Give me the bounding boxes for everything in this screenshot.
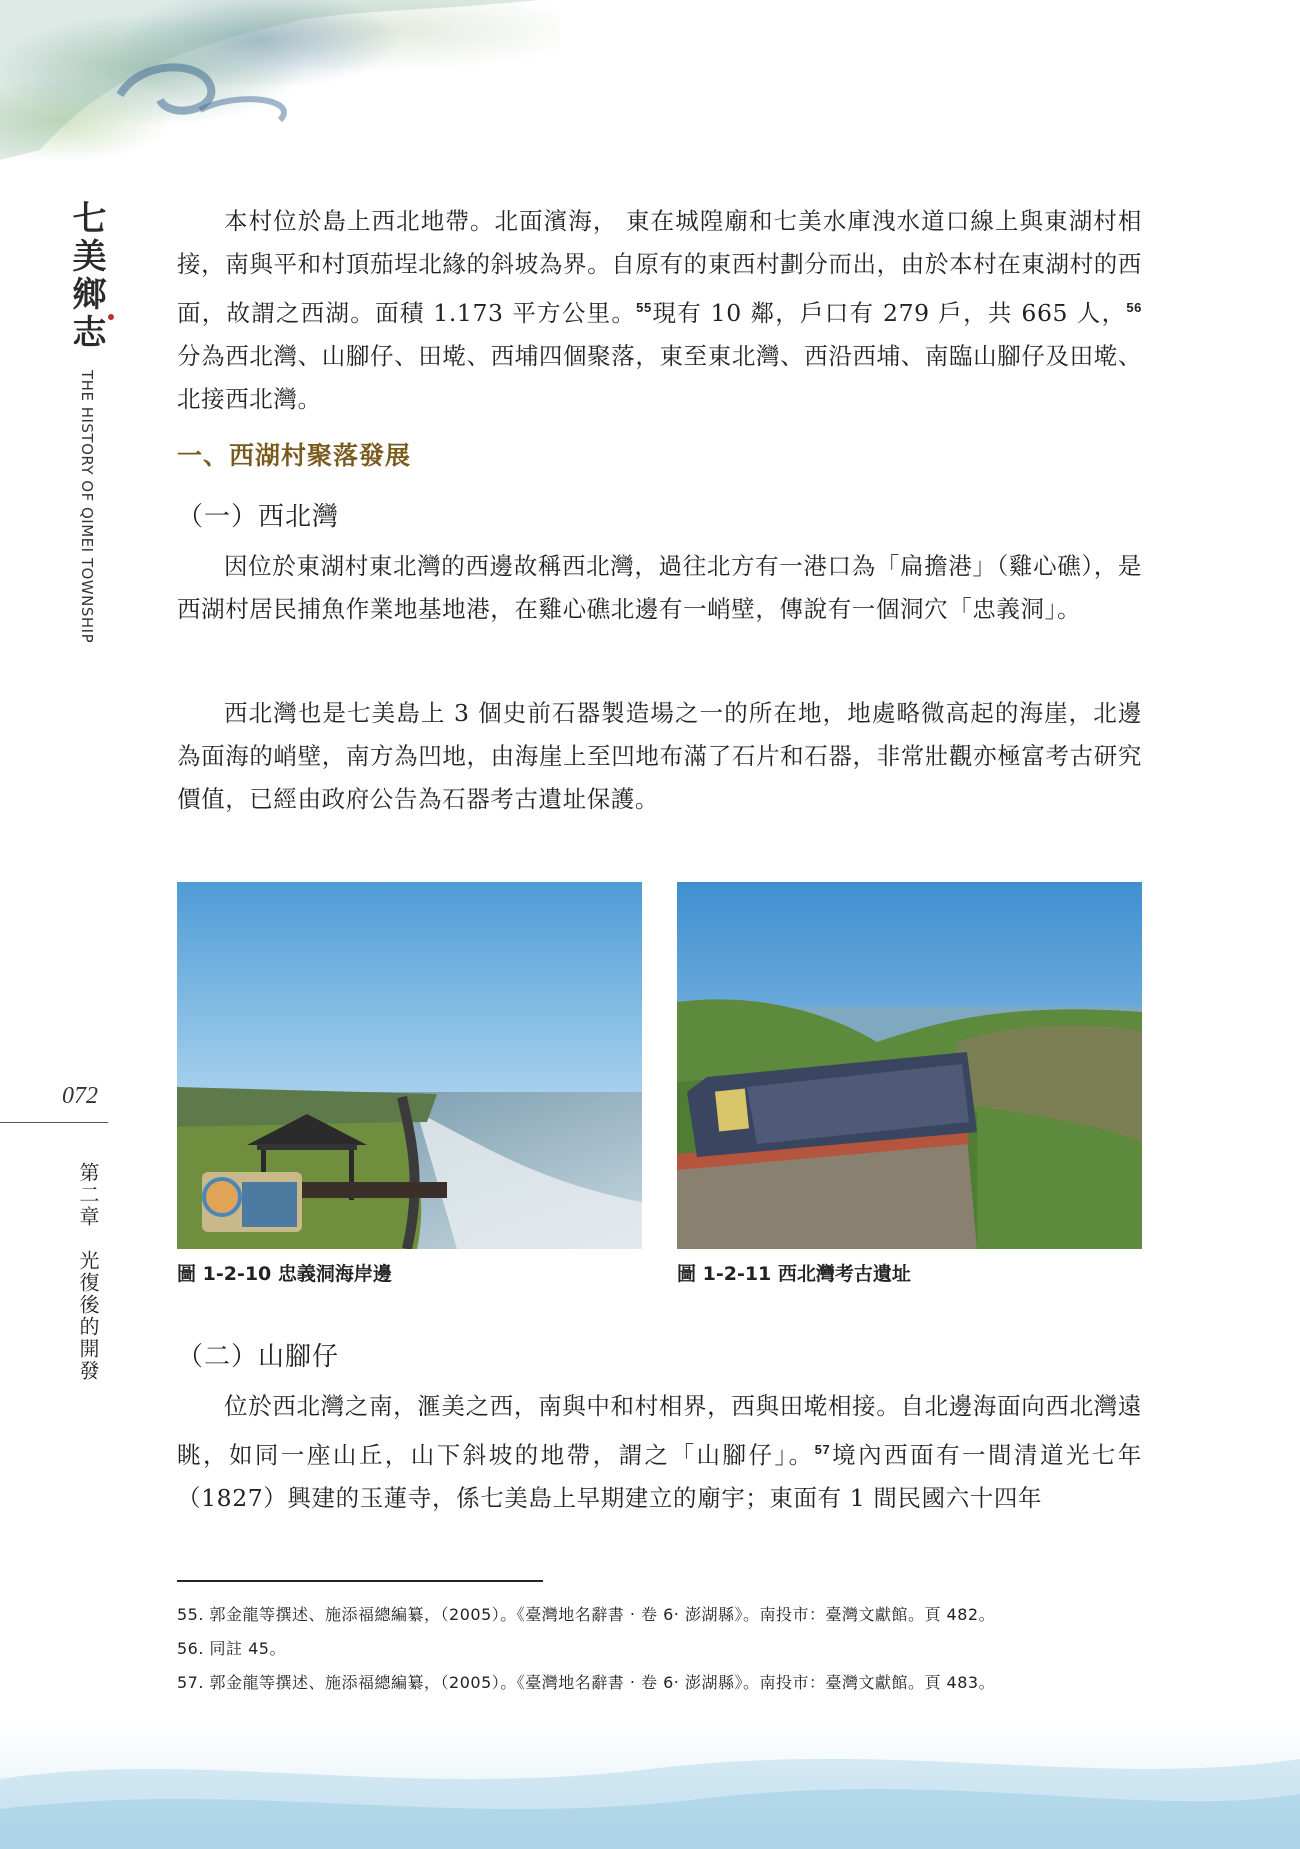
- footnote-ref-55[interactable]: 55: [636, 300, 652, 315]
- xibeiwan-paragraph-2-wrap: [177, 692, 1142, 821]
- page-number: 072: [62, 1083, 98, 1109]
- footnote-ref-56[interactable]: 56: [1126, 300, 1142, 315]
- intro-paragraph: 本村位於島上西北地帶。北面濱海， 東在城隍廟和七美水庫洩水道口線上與東湖村相接，南與平和村頂茄埕北緣的斜坡為界。自原有的東西村劃分而出，由於本村在東湖村的西面，故謂之西湖。面積 1.173 平方公里。$^{55}$現有 10 鄰，戶口有 279 戶，共 665 人，$^{56}$分為西北灣、山腳仔、田墘、西埔四個聚落，東至東北灣、西沿西埔、南臨山腳仔及田墘、北接西北灣。: [177, 207, 1142, 413]
- footnote-56: 56. 同註 45。: [177, 1639, 286, 1658]
- xibeiwan-paragraph-1: 因位於東湖村東北灣的西邊故稱西北灣，過往北方有一港口為「扁擔港」（雞心礁），是西湖村居民捕魚作業地基地港，在雞心礁北邊有一峭壁，傳說有一個洞穴「忠義洞」。: [177, 552, 1142, 623]
- coast-pavilion-photo: [177, 882, 642, 1249]
- section-heading: 一、西湖村聚落發展: [177, 441, 412, 470]
- book-subtitle: THE HISTORY OF QIMEI TOWNSHIP: [78, 370, 96, 644]
- footnotes: [177, 1598, 1157, 1700]
- shanjiaozai-paragraph: 位於西北灣之南，滙美之西，南與中和村相界，西與田墘相接。自北邊海面向西北灣遠眺，如同一座山丘，山下斜坡的地帶，謂之「山腳仔」。$^{57}$境內西面有一間清道光七年（1827）興建的玉蓮寺，係七美島上早期建立的廟宇；東面有 1 間民國六十四年: [177, 1392, 1142, 1512]
- footnote-57: 57. 郭金龍等撰述、施添福總編纂，（2005）。《臺灣地名辭書 ‧ 卷 6‧ 澎湖縣》。南投市：臺灣文獻館。頁 483。: [177, 1673, 996, 1692]
- figure-caption-2: 圖 1-2-11 西北灣考古遺址: [677, 1263, 911, 1285]
- book-title: 七美鄉志: [68, 200, 108, 352]
- xibeiwan-paragraph-1-wrap: [177, 545, 1142, 631]
- top-watercolor-decoration: [0, 0, 560, 190]
- xibeiwan-paragraph-2: 西北灣也是七美島上 3 個史前石器製造場之一的所在地，地處略微高起的海崖，北邊為面海的峭壁，南方為凹地，由海崖上至凹地布滿了石片和石器，非常壯觀亦極富考古研究價值，已經由政府公告為石器考古遺址保護。: [177, 699, 1142, 813]
- title-dot: [108, 314, 114, 320]
- footnote-55: 55. 郭金龍等撰述、施添福總編纂，（2005）。《臺灣地名辭書 ‧ 卷 6‧ 澎湖縣》。南投市：臺灣文獻館。頁 482。: [177, 1605, 996, 1624]
- footnote-ref-57[interactable]: 57: [814, 1442, 831, 1457]
- page-number-rule: [0, 1122, 108, 1123]
- subsection-heading-xibeiwan: （一）西北灣: [177, 502, 340, 532]
- subsection-heading-shanjiaozai: （二）山腳仔: [177, 1342, 340, 1372]
- chapter-title: 第二章 光復後的開發: [76, 1162, 100, 1382]
- figure-caption-1: 圖 1-2-10 忠義洞海岸邊: [177, 1263, 392, 1285]
- bottom-wave-decoration: [0, 1719, 1300, 1849]
- footnote-separator: [177, 1580, 543, 1582]
- shanjiaozai-paragraph-wrap: [177, 1385, 1142, 1520]
- intro-section: [177, 200, 1142, 421]
- archaeological-site-photo: [677, 882, 1142, 1249]
